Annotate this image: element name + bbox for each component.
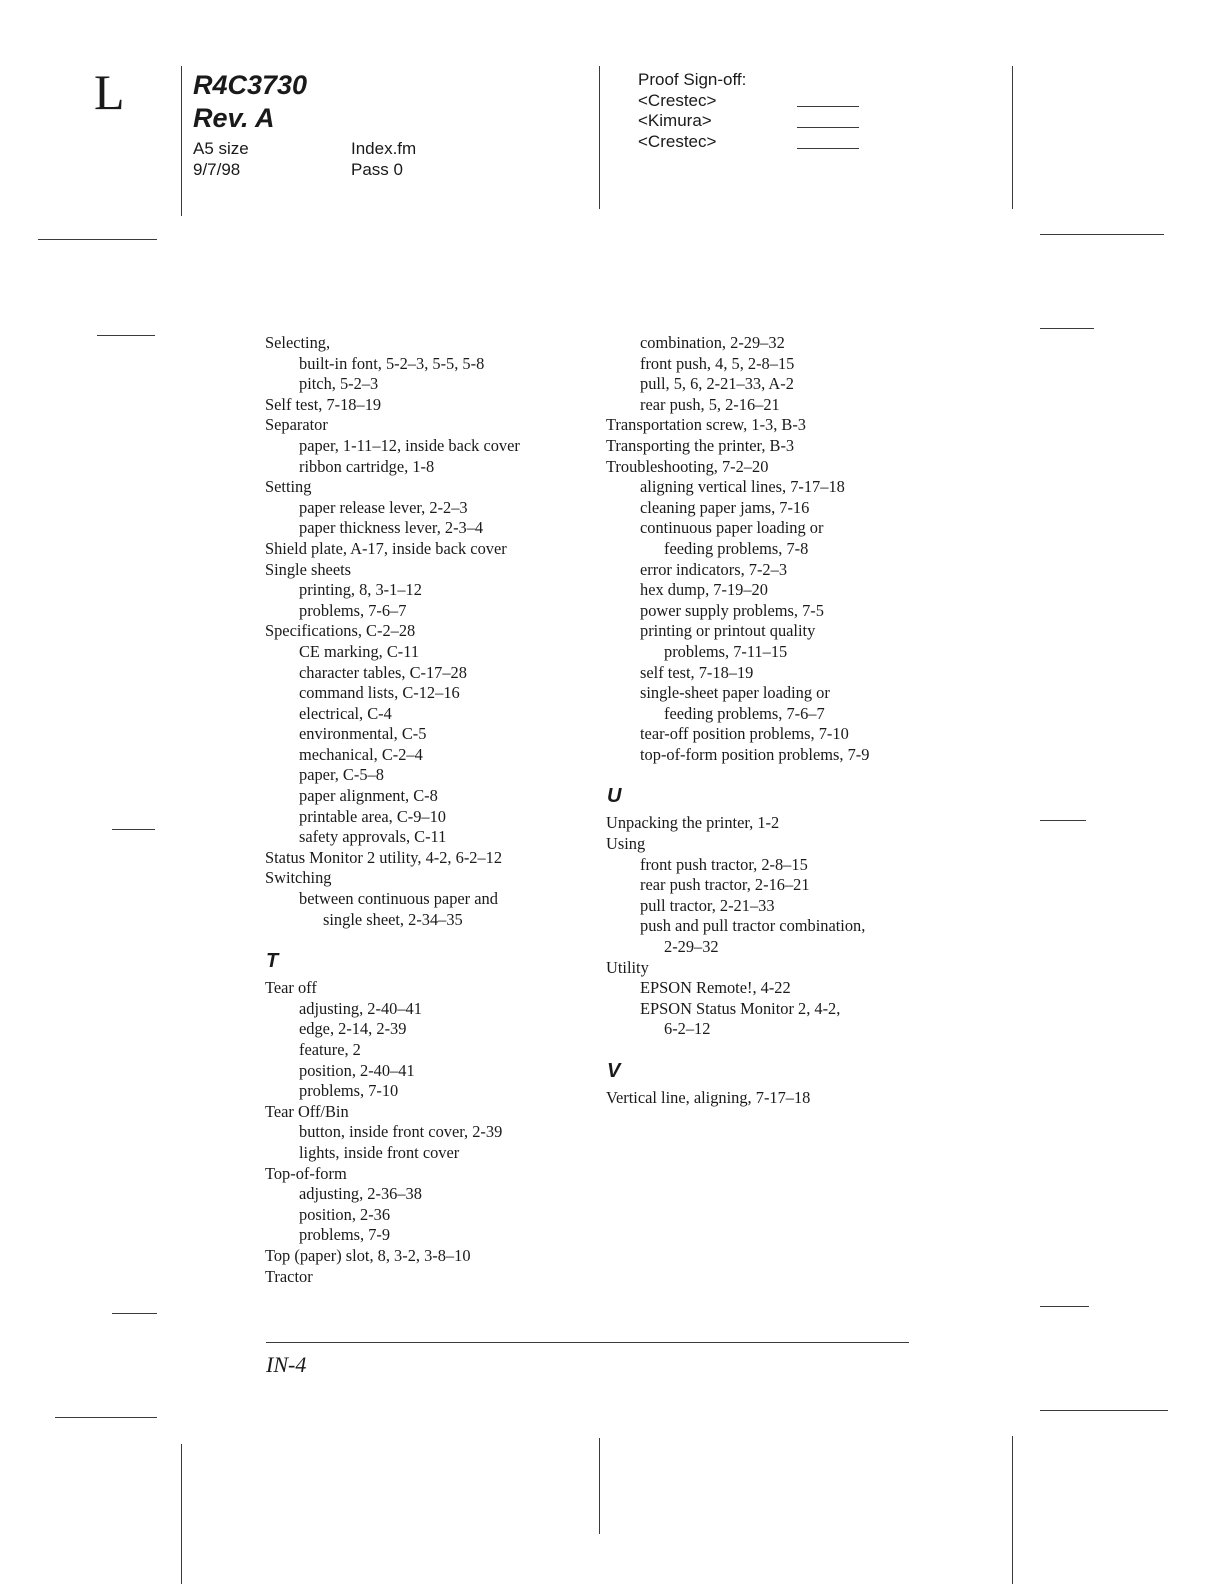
crop-mark — [599, 1438, 600, 1534]
page-size: A5 size — [193, 139, 249, 158]
index-subentry: front push tractor, 2-8–15 — [640, 854, 808, 874]
signoff-line — [797, 127, 859, 128]
index-subentry: pull tractor, 2-21–33 — [640, 895, 775, 915]
footer-rule — [266, 1342, 909, 1343]
index-subentry: self test, 7-18–19 — [640, 662, 754, 682]
index-entry: Switching — [265, 868, 332, 888]
header-divider-middle — [599, 66, 600, 209]
index-entry: Using — [606, 834, 646, 854]
index-subentry: electrical, C-4 — [299, 703, 392, 723]
crop-mark — [55, 1417, 157, 1418]
pass-number: Pass 0 — [351, 160, 403, 179]
index-subentry: problems, 7-10 — [299, 1081, 399, 1101]
crop-mark — [1040, 328, 1094, 329]
index-entry: Shield plate, A-17, inside back cover — [265, 538, 507, 558]
index-subentry: pitch, 5-2–3 — [299, 374, 379, 394]
proof-signoff-name: <Crestec> — [638, 132, 717, 151]
index-subentry: feeding problems, 7-8 — [664, 538, 809, 558]
index-entry: Specifications, C-2–28 — [265, 621, 416, 641]
index-entry: Single sheets — [265, 559, 352, 579]
index-subentry: edge, 2-14, 2-39 — [299, 1019, 407, 1039]
header-divider-right — [1012, 66, 1013, 209]
index-entry: Selecting, — [265, 333, 331, 352]
index-subentry: push and pull tractor combination, — [640, 916, 866, 936]
index-subentry: printable area, C-9–10 — [299, 806, 447, 826]
index-subentry: pull, 5, 6, 2-21–33, A-2 — [640, 374, 794, 394]
index-column-left — [265, 333, 595, 1287]
index-subentry: paper release lever, 2-2–3 — [299, 497, 468, 517]
index-subentry: 6-2–12 — [664, 1019, 711, 1039]
index-subentry: single-sheet paper loading or — [640, 683, 830, 703]
index-subentry: adjusting, 2-40–41 — [299, 998, 422, 1018]
index-subentry: hex dump, 7-19–20 — [640, 580, 768, 600]
crop-mark — [38, 239, 157, 240]
index-subentry: error indicators, 7-2–3 — [640, 559, 788, 579]
index-subentry: feeding problems, 7-6–7 — [664, 703, 825, 723]
index-subentry: front push, 4, 5, 2-8–15 — [640, 353, 795, 373]
index-subentry: problems, 7-6–7 — [299, 600, 407, 620]
page-number: IN-4 — [266, 1352, 307, 1377]
index-entry: Unpacking the printer, 1-2 — [606, 813, 780, 833]
crop-mark — [97, 335, 155, 336]
date: 9/7/98 — [193, 160, 241, 179]
index-entry: Transporting the printer, B-3 — [606, 435, 795, 455]
index-subentry: power supply problems, 7-5 — [640, 600, 824, 620]
index-entry: Top-of-form — [265, 1163, 347, 1183]
index-entry: Separator — [265, 415, 328, 435]
index-subentry: combination, 2-29–32 — [640, 333, 785, 352]
proof-signoff-name: <Kimura> — [638, 111, 712, 130]
index-entry: Transportation screw, 1-3, B-3 — [606, 415, 806, 435]
index-subentry: CE marking, C-11 — [299, 641, 420, 661]
index-subentry: mechanical, C-2–4 — [299, 744, 423, 764]
index-subentry: built-in font, 5-2–3, 5-5, 5-8 — [299, 353, 485, 373]
crop-mark — [181, 1444, 182, 1584]
index-subentry: safety approvals, C-11 — [299, 827, 447, 847]
index-subentry: EPSON Remote!, 4-22 — [640, 978, 791, 998]
index-subentry: single sheet, 2-34–35 — [323, 909, 463, 929]
proof-signoff-name: <Crestec> — [638, 91, 717, 110]
index-entry: Tear Off/Bin — [265, 1101, 349, 1121]
index-subentry: cleaning paper jams, 7-16 — [640, 497, 810, 517]
section-letter: V — [607, 1060, 621, 1082]
index-subentry: problems, 7-11–15 — [664, 641, 788, 661]
index-column-right — [606, 333, 936, 1109]
index-subentry: printing or printout quality — [640, 621, 816, 641]
index-subentry: feature, 2 — [299, 1040, 361, 1059]
revision: Rev. A — [193, 103, 275, 133]
signoff-line — [797, 148, 859, 149]
index-subentry: position, 2-40–41 — [299, 1060, 415, 1080]
index-subentry: paper thickness lever, 2-3–4 — [299, 518, 484, 538]
index-subentry: paper alignment, C-8 — [299, 786, 438, 806]
index-subentry: paper, 1-11–12, inside back cover — [299, 435, 520, 455]
crop-mark — [1040, 1410, 1168, 1411]
index-subentry: command lists, C-12–16 — [299, 683, 460, 703]
crop-mark — [112, 829, 155, 830]
index-subentry: adjusting, 2-36–38 — [299, 1184, 422, 1204]
index-entry: Vertical line, aligning, 7-17–18 — [606, 1088, 811, 1107]
index-subentry: tear-off position problems, 7-10 — [640, 724, 849, 744]
index-subentry: rear push tractor, 2-16–21 — [640, 875, 810, 895]
section-letter: T — [266, 950, 279, 973]
index-subentry: rear push, 5, 2-16–21 — [640, 394, 780, 414]
index-entry: Troubleshooting, 7-2–20 — [606, 456, 769, 476]
crop-mark — [1040, 820, 1086, 821]
index-subentry: aligning vertical lines, 7-17–18 — [640, 477, 845, 497]
proof-signoff-title: Proof Sign-off: — [638, 70, 747, 89]
index-subentry: top-of-form position problems, 7-9 — [640, 744, 870, 764]
index-entry: Self test, 7-18–19 — [265, 394, 382, 414]
file-name: Index.fm — [351, 139, 417, 158]
crop-mark — [1040, 234, 1164, 235]
index-subentry: between continuous paper and — [299, 889, 498, 909]
index-entry: Tear off — [265, 978, 317, 998]
index-entry: Top (paper) slot, 8, 3-2, 3-8–10 — [265, 1245, 471, 1265]
index-entry: Utility — [606, 957, 649, 977]
crop-mark — [1040, 1306, 1089, 1307]
index-entry: Tractor — [265, 1266, 313, 1286]
index-subentry: problems, 7-9 — [299, 1225, 391, 1245]
index-subentry: paper, C-5–8 — [299, 765, 384, 785]
index-subentry: lights, inside front cover — [299, 1142, 460, 1162]
index-entry: Setting — [265, 477, 312, 497]
index-subentry: environmental, C-5 — [299, 724, 427, 744]
index-entry: Status Monitor 2 utility, 4-2, 6-2–12 — [265, 847, 503, 867]
index-subentry: button, inside front cover, 2-39 — [299, 1122, 503, 1142]
corner-mark: L — [94, 64, 125, 120]
index-subentry: EPSON Status Monitor 2, 4-2, — [640, 998, 841, 1018]
crop-mark — [112, 1313, 157, 1314]
header-divider-left — [181, 66, 182, 216]
signoff-line — [797, 106, 859, 107]
crop-mark — [1012, 1436, 1013, 1584]
model-number: R4C3730 — [193, 70, 308, 100]
section-letter: U — [607, 785, 622, 808]
index-subentry: continuous paper loading or — [640, 518, 824, 538]
index-subentry: position, 2-36 — [299, 1204, 391, 1224]
index-subentry: 2-29–32 — [664, 937, 719, 957]
index-subentry: character tables, C-17–28 — [299, 662, 467, 682]
index-subentry: ribbon cartridge, 1-8 — [299, 456, 435, 476]
index-subentry: printing, 8, 3-1–12 — [299, 580, 422, 600]
